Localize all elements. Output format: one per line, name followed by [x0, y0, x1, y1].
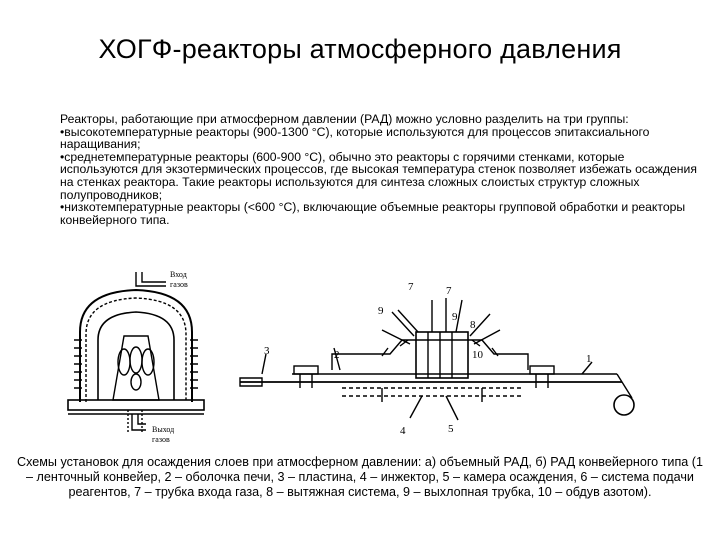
label-4: 4: [400, 425, 406, 437]
bullet-low-temp: •низкотемпературные реакторы (<600 °С), включающие объемные реакторы групповой обработки и реакторы конвейерного типа.: [60, 200, 686, 227]
label-10: 10: [472, 349, 483, 361]
volume-reactor-diagram: [58, 262, 213, 454]
label-3: 3: [264, 345, 270, 357]
body-text: [60, 113, 700, 226]
label-2: 2: [334, 349, 340, 361]
outlet-label-1: Выход: [152, 425, 175, 434]
label-5: 5: [448, 423, 454, 435]
slide-title: ХОГФ-реакторы атмосферного давления: [98, 34, 622, 64]
label-7b: 7: [446, 285, 452, 297]
label-9b: 9: [452, 311, 458, 323]
bullet-mid-temp: •среднетемпературные реакторы (600-900 °С), обычно это реакторы с горячими стенками, которые используются для экзотермических процессов, где высокая температура стенок позволяет избежать осаждения на стенках реактора. Такие реакторы используются для синтеза сложных слоистых структур сложных полупроводников;: [60, 149, 697, 202]
inlet-label-1: Вход: [170, 270, 187, 279]
label-8: 8: [470, 319, 476, 331]
label-7a: 7: [408, 281, 414, 293]
label-9a: 9: [378, 305, 384, 317]
label-1: 1: [586, 353, 592, 365]
bullet-high-temp: •высокотемпературные реакторы (900-1300 °С), которые используются для процессов эпитаксиального наращивания;: [60, 124, 650, 152]
figure-caption: Схемы установок для осаждения слоев при атмосферном давлении: а) объемный РАД, б) РАД конвейерного типа (1 – ленточный конвейер, 2 – оболочка печи, 3 – пластина, 4 – инжектор, 5 – камера осаждения, 6 – система подачи реагентов, 7 – трубка входа газа, 8 – вытяжная система, 9 – выхлопная трубка, 10 – обдув азотом).: [17, 455, 703, 500]
inlet-label-2: газов: [170, 280, 188, 289]
conveyor-reactor-diagram: [232, 270, 644, 438]
outlet-label-2: газов: [152, 435, 170, 444]
intro-paragraph: Реакторы, работающие при атмосферном давлении (РАД) можно условно разделить на три группы:: [60, 112, 629, 126]
